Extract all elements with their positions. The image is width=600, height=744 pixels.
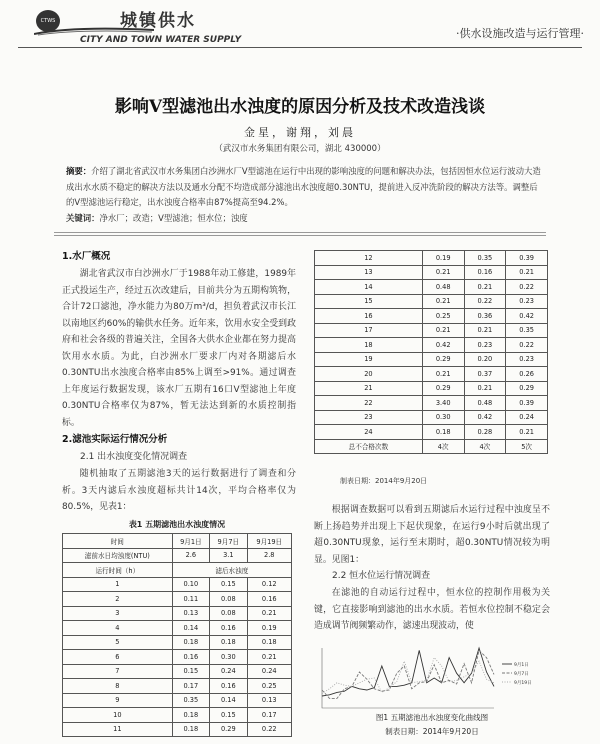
table-row <box>63 606 292 621</box>
logo-badge: CTWS <box>36 10 60 32</box>
table-row <box>315 410 548 425</box>
table-cell: 0.35 <box>464 251 506 266</box>
table-total-row <box>315 439 548 454</box>
table-row <box>315 425 548 440</box>
abstract-divider <box>54 232 546 233</box>
table-cell: 0.29 <box>422 381 464 396</box>
table-cell: 22 <box>315 396 423 411</box>
table-cell: 0.26 <box>506 367 548 382</box>
table-cell: 16 <box>315 309 423 324</box>
table-cell: 0.13 <box>247 693 291 708</box>
table-cell: 0.24 <box>247 664 291 679</box>
table-cell: 0.15 <box>210 577 247 592</box>
table-cell: 0.30 <box>422 410 464 425</box>
table-cell: 0.16 <box>464 265 506 280</box>
legend-label: 9月7日 <box>514 672 529 677</box>
table-cell: 0.18 <box>172 708 209 723</box>
table-cell: 0.48 <box>422 280 464 295</box>
table-cell: 0.21 <box>464 323 506 338</box>
table-cell: 0.08 <box>210 592 247 607</box>
section-heading-1: 1.水厂概况 <box>62 251 111 262</box>
table-cell: 0.15 <box>172 664 209 679</box>
table-cell: 0.11 <box>172 592 209 607</box>
table-cell: 0.21 <box>247 606 291 621</box>
table-cell: 0.35 <box>172 693 209 708</box>
table-cell: 20 <box>315 367 423 382</box>
table-cell: 0.42 <box>422 338 464 353</box>
table-row <box>63 693 292 708</box>
table-cell: 9 <box>63 693 173 708</box>
table-cell: 0.17 <box>172 679 209 694</box>
table-row <box>315 381 548 396</box>
left-column <box>62 248 296 516</box>
table-cell: 滤后水浊度 <box>172 563 291 578</box>
table-cell: 0.39 <box>506 396 548 411</box>
table-cell: 0.39 <box>506 251 548 266</box>
table-cell: 0.16 <box>210 621 247 636</box>
right-column <box>314 502 550 635</box>
table-header-cell: 9月7日 <box>210 534 247 549</box>
table-cell: 2.8 <box>247 548 291 563</box>
table-cell: 13 <box>315 265 423 280</box>
keywords <box>66 212 546 224</box>
table-header-cell: 9月1日 <box>172 534 209 549</box>
table-cell: 8 <box>63 679 173 694</box>
table-cell: 4次 <box>464 439 506 454</box>
keywords-label: 关键词： <box>66 213 100 223</box>
table-cell: 0.24 <box>210 664 247 679</box>
logo-english: CITY AND TOWN WATER SUPPLY <box>80 35 242 45</box>
table-header-cell: 9月19日 <box>247 534 291 549</box>
table-cell: 17 <box>315 323 423 338</box>
table-row <box>315 323 548 338</box>
figure-date: 制表日期：2014年9月20日 <box>385 727 479 736</box>
table1 <box>62 533 292 737</box>
article-title: 影响V型滤池出水浊度的原因分析及技术改造浅谈 <box>114 97 486 117</box>
table-row <box>315 265 548 280</box>
keywords-text: 净水厂；改造；V型滤池；恒水位；浊度 <box>99 213 248 223</box>
table-row <box>63 577 292 592</box>
paragraph: 随机抽取了五期滤池3天的运行数据进行了调查和分析。3天内滤后水浊度超标共计14次，平均合格率仅为80.5%，见表1： <box>62 469 296 512</box>
table-cell: 0.28 <box>464 425 506 440</box>
page-header <box>0 0 600 58</box>
table-row <box>63 708 292 723</box>
table-cell: 0.22 <box>464 294 506 309</box>
section-heading-2: 2.滤池实际运行情况分析 <box>62 434 168 445</box>
table-cell: 0.21 <box>506 265 548 280</box>
table-cell: 0.29 <box>506 381 548 396</box>
section-tag: ·供水设施改造与运行管理· <box>456 27 584 40</box>
table-row <box>315 251 548 266</box>
table-cell: 0.18 <box>247 635 291 650</box>
table-cell: 运行时间（h） <box>63 563 173 578</box>
table-cell: 0.18 <box>210 635 247 650</box>
table-row <box>63 621 292 636</box>
table-row <box>63 635 292 650</box>
table-cell: 0.22 <box>506 338 548 353</box>
table-cell: 总不合格次数 <box>315 439 423 454</box>
table-cell: 0.23 <box>506 294 548 309</box>
table-cell: 2.6 <box>172 548 209 563</box>
table-cell: 0.22 <box>506 280 548 295</box>
table-cell: 0.08 <box>210 606 247 621</box>
article-authors: 金星，谢翔，刘晨 <box>244 126 356 139</box>
table-cell: 3.1 <box>210 548 247 563</box>
table-cell: 0.36 <box>464 309 506 324</box>
turbidity-line-chart <box>314 642 544 718</box>
table-cell: 0.13 <box>172 606 209 621</box>
table-cell: 0.23 <box>464 338 506 353</box>
table-row <box>315 309 548 324</box>
table-cell: 5次 <box>506 439 548 454</box>
table-row <box>315 294 548 309</box>
table-cell: 1 <box>63 577 173 592</box>
table-cell: 12 <box>315 251 423 266</box>
table-cell: 0.18 <box>172 635 209 650</box>
table-cell: 24 <box>315 425 423 440</box>
table-cell: 2 <box>63 592 173 607</box>
table-cell: 21 <box>315 381 423 396</box>
header-divider <box>18 47 582 48</box>
table-cell: 0.35 <box>506 323 548 338</box>
subsection-heading-2-2: 2.2 恒水位运行情况调查 <box>332 571 431 581</box>
table-cell: 0.42 <box>506 309 548 324</box>
table-row <box>63 679 292 694</box>
table-cell: 0.17 <box>247 708 291 723</box>
table-cell: 10 <box>63 708 173 723</box>
table-cell: 0.18 <box>422 425 464 440</box>
legend-label: 9月19日 <box>514 681 532 686</box>
table-cell: 5 <box>63 635 173 650</box>
table-cell: 23 <box>315 410 423 425</box>
table-cell: 14 <box>315 280 423 295</box>
table-row <box>315 338 548 353</box>
table-cell: 0.48 <box>464 396 506 411</box>
table-cell: 0.21 <box>506 425 548 440</box>
table-note: 制表日期：2014年9月20日 <box>340 477 428 485</box>
table-cell: 4次 <box>422 439 464 454</box>
table-cell: 0.42 <box>464 410 506 425</box>
table-cell: 0.25 <box>422 309 464 324</box>
table-row <box>63 592 292 607</box>
table-row <box>315 352 548 367</box>
abstract-text: 介绍了湖北省武汉市水务集团白沙洲水厂V型滤池在运行中出现的影响浊度的问题和解决办法，包括因恒水位运行波动大造成出水水质不稳定的解决方法以及通水分配不均造成部分滤池出水浊度超0.30NTU，提前进入反冲洗阶段的解决方法等。调整后的V型滤池运行稳定，出水浊度合格率由87%提高至94.2%。 <box>66 166 541 207</box>
table-row <box>315 280 548 295</box>
abstract-label: 摘要： <box>66 166 92 176</box>
table1-continued <box>314 250 548 454</box>
table-cell: 0.14 <box>172 621 209 636</box>
table-row <box>63 722 292 737</box>
table-cell: 0.37 <box>464 367 506 382</box>
table-cell: 0.12 <box>247 577 291 592</box>
table-cell: 0.21 <box>247 650 291 665</box>
paragraph: 根据调查数据可以看到五期滤后水运行过程中浊度呈不断上扬趋势并出现上下起伏现象，在运行9小时后就出现了超0.30NTU现象，运行至末期时，超0.30NTU情况较为明显。见图1： <box>314 505 550 565</box>
table-cell: 0.16 <box>210 679 247 694</box>
table-cell: 0.21 <box>422 323 464 338</box>
paragraph: 在滤池的自动运行过程中，恒水位的控制作用极为关键，它直接影响到滤池的出水水质。若恒水位控制不稳定会造成调节阀频繁动作，滤速出现波动，使 <box>314 588 550 631</box>
table-cell: 0.15 <box>210 708 247 723</box>
table-header-cell: 时间 <box>63 534 173 549</box>
table-cell: 0.21 <box>422 265 464 280</box>
table-cell: 0.19 <box>247 621 291 636</box>
table-cell: 0.21 <box>422 294 464 309</box>
table-cell: 滤前水日均浊度(NTU) <box>63 548 173 563</box>
subsection-heading-2-1: 2.1 出水浊度变化情况调查 <box>80 452 188 462</box>
table-cell: 0.23 <box>506 352 548 367</box>
table-cell: 11 <box>63 722 173 737</box>
table-cell: 0.30 <box>210 650 247 665</box>
table1-caption: 表1 五期滤池出水浊度情况 <box>128 520 226 529</box>
table-cell: 0.16 <box>247 592 291 607</box>
abstract-divider-2 <box>54 235 546 236</box>
table-cell: 19 <box>315 352 423 367</box>
table-cell: 0.14 <box>210 693 247 708</box>
table-cell: 15 <box>315 294 423 309</box>
table-cell: 18 <box>315 338 423 353</box>
table-cell: 7 <box>63 664 173 679</box>
table-cell: 0.29 <box>210 722 247 737</box>
abstract <box>66 164 546 211</box>
table-row <box>315 367 548 382</box>
table-cell: 0.21 <box>464 381 506 396</box>
table-cell: 0.18 <box>172 722 209 737</box>
table-cell: 3 <box>63 606 173 621</box>
table-cell: 0.21 <box>422 367 464 382</box>
paragraph: 湖北省武汉市白沙洲水厂于1988年动工修建，1989年正式投运生产，经过五次改建后，目前共分为五期构筑物，合计72口滤池，净水能力为80万m³/d，担负着武汉市长江以南地区约60%的输供水任务。近年来，饮用水安全受到政府和社会各级的普遍关注，全国各大供水企业都在努力提高饮用水水质。为此，白沙洲水厂要求厂内对各期滤后水0.30NTU出水浊度合格率由85%上调至>91%。通过调查上年度运行数据发现，该水厂五期有16口V型滤池上年度0.30NTU合格率仅为87%，暂无法达到新的水质控制指标。 <box>62 269 296 428</box>
table-cell: 0.20 <box>464 352 506 367</box>
table-cell: 0.19 <box>422 251 464 266</box>
table-cell: 0.25 <box>247 679 291 694</box>
table-cell: 0.21 <box>464 280 506 295</box>
table-cell: 3.40 <box>422 396 464 411</box>
table-row <box>315 396 548 411</box>
series-line-3 <box>322 658 494 694</box>
table-row <box>63 664 292 679</box>
table-cell: 0.29 <box>422 352 464 367</box>
legend-label: 9月1日 <box>514 663 529 668</box>
figure-caption: 图1 五期滤池出水浊度变化曲线图 <box>375 713 489 722</box>
table-cell: 6 <box>63 650 173 665</box>
table-row <box>63 650 292 665</box>
table-cell: 4 <box>63 621 173 636</box>
article-affiliation: （武汉市水务集团有限公司，湖北 430000） <box>214 144 386 154</box>
table-cell: 0.22 <box>247 722 291 737</box>
logo-chinese: 城镇供水 <box>120 11 196 31</box>
table-cell: 0.10 <box>172 577 209 592</box>
table-cell: 0.16 <box>172 650 209 665</box>
table-cell: 0.24 <box>506 410 548 425</box>
